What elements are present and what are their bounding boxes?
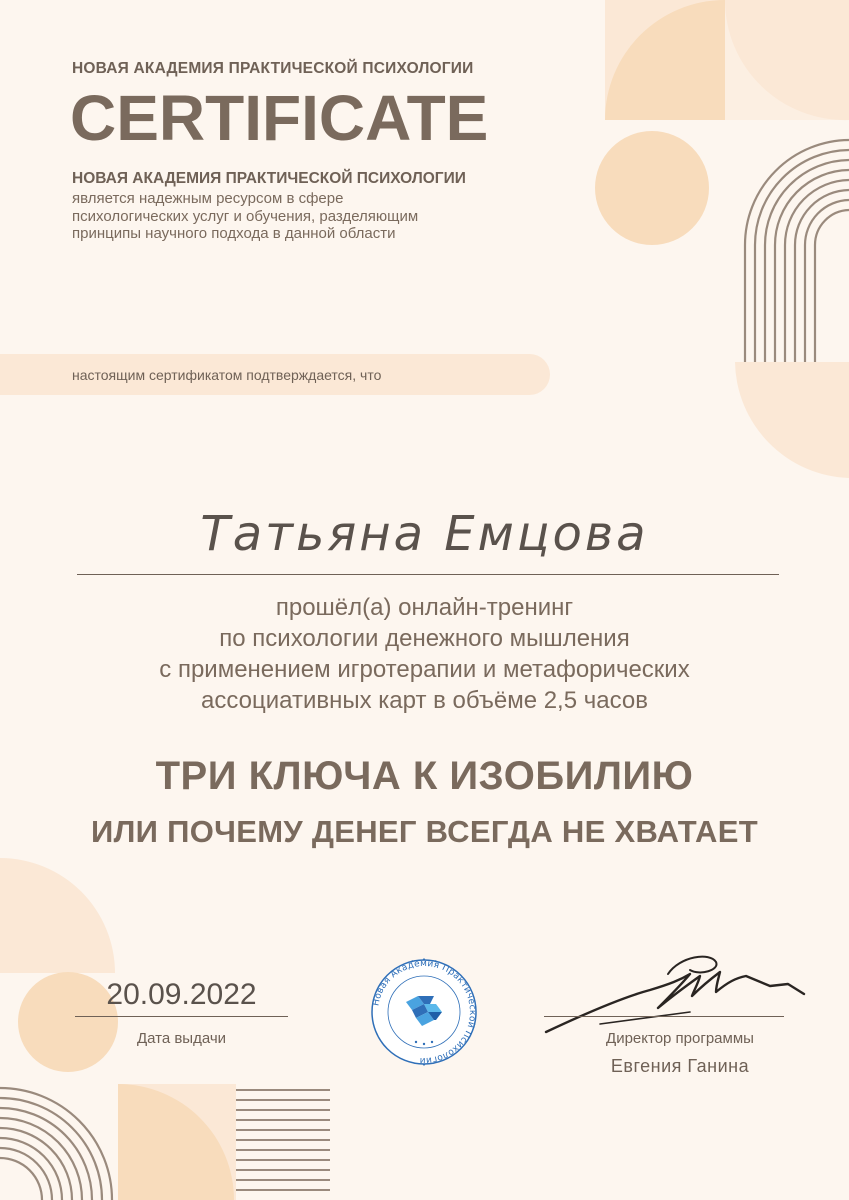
course-line: ассоциативных карт в объёме 2,5 часов <box>201 687 648 714</box>
org-description <box>72 190 512 243</box>
org-name-description: НОВАЯ АКАДЕМИЯ ПРАКТИЧЕСКОЙ ПСИХОЛОГИИ <box>72 170 466 187</box>
course-line: по психологии денежного мышления <box>219 625 630 652</box>
academy-seal-icon <box>358 946 490 1078</box>
signature-underline <box>544 1016 784 1017</box>
issue-date-label: Дата выдачи <box>136 1030 227 1047</box>
course-line: прошёл(а) онлайн-тренинг <box>275 594 574 621</box>
seal-text: Новая Академия Практической Психологии <box>371 958 478 1066</box>
deco-half-circle-right <box>735 362 849 478</box>
training-subtitle: ИЛИ ПОЧЕМУ ДЕНЕГ ВСЕГДА НЕ ХВАТАЕТ <box>91 814 758 849</box>
issue-date: 20.09.2022 <box>106 978 257 1011</box>
description-line: психологических услуг и обучения, разделяющим <box>72 207 419 225</box>
certificate-title: CERTIFICATE <box>70 82 489 154</box>
deco-circle-top <box>595 131 709 245</box>
director-signature <box>540 946 810 1036</box>
director-name: Евгения Ганина <box>610 1056 750 1076</box>
description-line: принципы научного подхода в данной области <box>72 225 396 242</box>
director-role: Директор программы <box>606 1030 754 1047</box>
course-line: с применением игротерапии и метафорических <box>159 656 690 683</box>
training-title: ТРИ КЛЮЧА К ИЗОБИЛИЮ <box>155 754 694 798</box>
deco-lines-bottom <box>236 1090 330 1190</box>
recipient-underline <box>77 574 779 575</box>
recipient-name: Татьяна Емцова <box>200 506 649 562</box>
confirmation-text: настоящим сертификатом подтверждается, что <box>72 367 382 383</box>
issue-date-underline <box>75 1016 288 1017</box>
org-name-top: НОВАЯ АКАДЕМИЯ ПРАКТИЧЕСКОЙ ПСИХОЛОГИИ <box>72 60 474 77</box>
deco-arches-bottom <box>0 1088 112 1200</box>
course-description <box>0 592 849 716</box>
deco-quarter-bottom-left <box>0 858 115 973</box>
deco-arches-top <box>745 140 849 362</box>
description-line: является надежным ресурсом в сфере <box>72 190 344 207</box>
